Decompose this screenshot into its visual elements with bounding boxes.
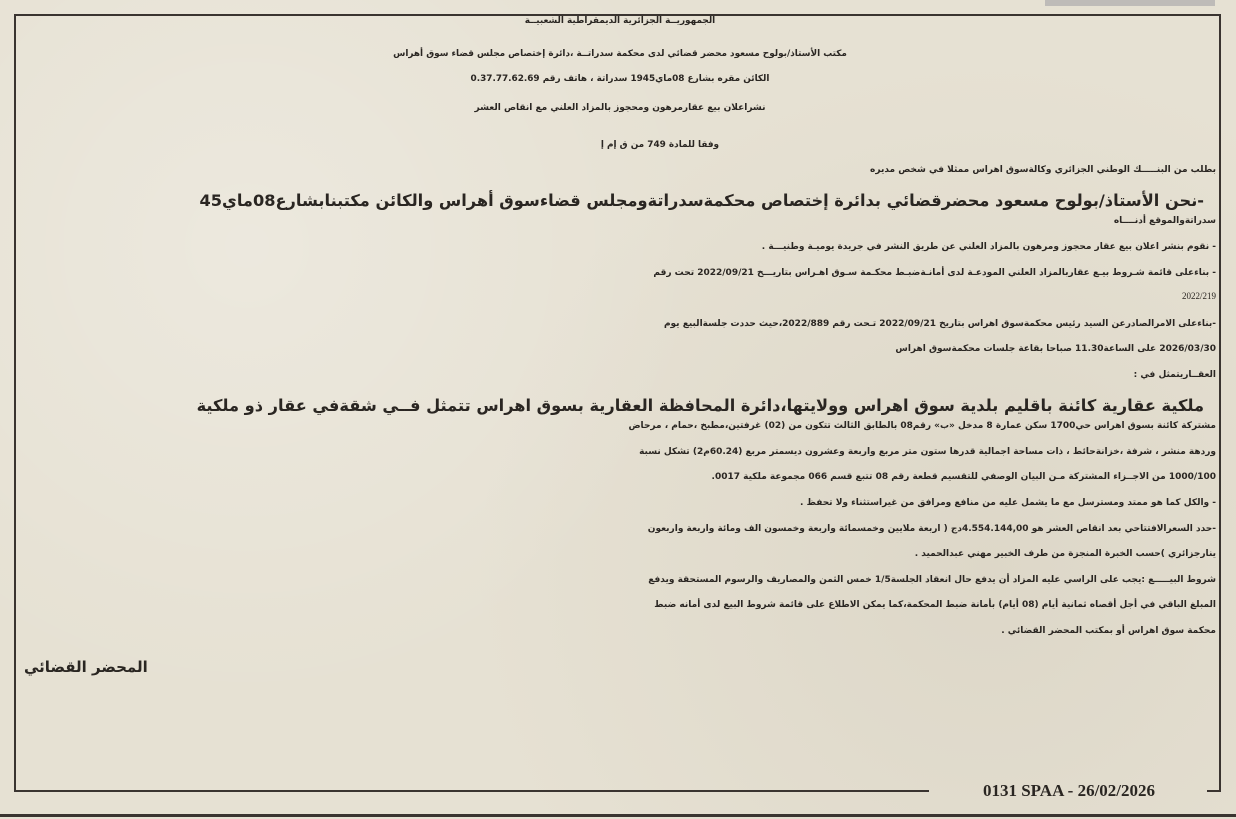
top-page-strip: [1045, 0, 1215, 6]
signature: المحضر القضائي: [24, 658, 148, 676]
body-line: -حدد السعرالافتتاحي بعد انقاص العشر هو 4.554.144,00دج ( اربعة ملايين وخمسمائة واربعة وخمسون الف ومائة واربعة واربعون: [647, 524, 1216, 534]
bailiff-office: مكتب الأستاذ/بولوح مسعود محضر قضائي لدى محكمة سدراتــة ،دائرة إختصاص مجلس قضاء سوق أهراس: [393, 49, 847, 59]
body-line: ينارجزائري )حسب الخبرة المنجزة من طرف الخبير مهني عبدالحميد .: [914, 549, 1216, 559]
body-line: محكمة سوق اهراس أو بمكتب المحضر القضائي .: [1001, 626, 1216, 636]
body-line: - بناءعلى قائمة شـروط بيـع عقاربالمزاد العلني المودعـة لدى أمانـةضبـط محكـمة سـوق اهـراس بتاريـــخ 2022/09/21 تحت رقم: [653, 268, 1216, 278]
next-section-rule: [0, 814, 1236, 817]
section-heading: العقــاريتمثل في :: [1133, 370, 1216, 380]
publication-code: 0131 SPAA - 26/02/2026: [982, 781, 1156, 800]
frame-bottom-rule-end: [1207, 790, 1221, 792]
body-line: - نقوم بنشر اعلان بيع عقار محجوز ومرهون بالمزاد العلني عن طريق النشر في جريدة يوميـة وطنيـــة .: [761, 242, 1216, 252]
body-line: شروط البيـــــع :يجب على الراسي عليه المزاد أن يدفع حال انعقاد الجلسة1/5 خمس الثمن والمصاريف والرسوم المستحقة ويدفع: [648, 575, 1216, 585]
body-line: 1000/100 من الاجــزاء المشتركة مـن البيان الوصفي للتقسيم قطعة رقم 08 تتبع قسم 066 مجموعة ملكية 0017.: [711, 472, 1216, 482]
body-line: -بناءعلى الامرالصادرعن السيد رئيس محكمةسوق اهراس بتاريخ 2022/09/21 تـحت رقم 2022/889،حيث حددت جلسةالبيع يوم: [663, 319, 1216, 329]
body-line: ملكية عقارية كائنة باقليم بلدية سوق اهراس وولايتها،دائرة المحافظة العقارية بسوق اهراس تتمثل فــي شقةفي عقار ذو ملكية: [196, 396, 1204, 415]
republic-heading: الجمهوريــة الجزائرية الديمقراطية الشعبيــة: [524, 16, 716, 26]
legal-article: وفقا للمادة 749 من ق إم إ: [600, 140, 720, 150]
legal-notice: [24, 16, 1216, 786]
body-line: 2026/03/30 على الساعة11.30 صباحا بقاعة جلسات محكمةسوق اهراس: [895, 344, 1216, 354]
body-line: -نحن الأستاذ/بولوح مسعود محضرقضائي بدائرة إختصاص محكمةسدراتةومجلس قضاءسوق أهراس والكائن مكتبنابشارع08ماي45: [199, 191, 1204, 210]
notice-title: نشراعلان بيع عقارمرهون ومحجوز بالمزاد العلني مع انقاص العشر: [474, 103, 766, 113]
frame-bottom-rule: [14, 790, 929, 792]
body-line: سدراتةوالموقع أدنــــاه: [1113, 216, 1216, 226]
office-address: الكائن مقره بشارع 08ماي1945 سدراتة ، هاتف رقم 0.37.77.62.69: [470, 74, 770, 84]
body-line: - والكل كما هو ممتد ومسترسل مع ما يشمل عليه من منافع ومرافق من غيراستثناء ولا تحفظ .: [800, 498, 1216, 508]
body-line: بطلب من البنـــــك الوطني الجزائري وكالةسوق اهراس ممثلا في شخص مديره: [870, 165, 1216, 175]
body-line: المبلغ الباقي في أجل أقصاه ثمانية أيام (08 أيام) بأمانة ضبط المحكمة،كما يمكن الاطلاع على قائمة شروط البيع لدى أمانه ضبط: [654, 600, 1216, 610]
body-line: وردهة منشر ، شرفة ،خزانةحائط ، ذات مساحة اجمالية قدرها ستون متر مربع واربعة وعشرون ديسمتر مربع (60.24م2) تشكل نسبة: [639, 447, 1216, 457]
body-line: مشتركة كائنة بسوق اهراس حي1700 سكن عمارة 8 مدخل «ب» رقم08 بالطابق الثالث تتكون من (02) غرفتين،مطبخ ،حمام ، مرحاض: [628, 421, 1216, 431]
body-line: 2022/219: [1181, 291, 1216, 301]
